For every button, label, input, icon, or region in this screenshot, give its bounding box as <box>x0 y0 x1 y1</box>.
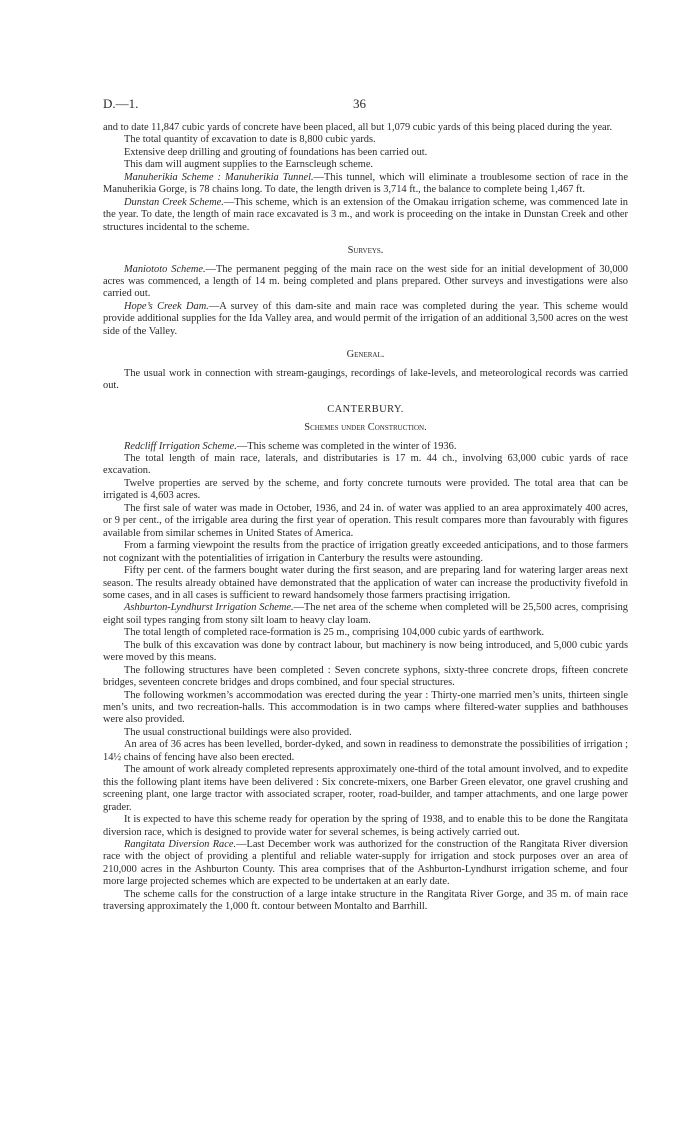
scheme-title: Rangitata Diversion Race. <box>124 839 237 851</box>
paragraph <box>103 264 628 301</box>
paragraph <box>103 172 628 197</box>
section-heading-general: General. <box>346 349 385 361</box>
scheme-title: Redcliff Irrigation Scheme. <box>124 440 237 452</box>
scheme-title: Dunstan Creek Scheme. <box>124 196 224 208</box>
scheme-title: Maniototo Scheme. <box>124 263 206 275</box>
paragraph: It is expected to have this scheme ready for operation by the spring of 1938, and to enable this to be done the Rangitata diversion race, which is designed to provide water for several schemes, is being actively carried out. <box>103 814 628 838</box>
paragraph: The following structures have been completed : Seven concrete syphons, sixty-three concrete drops, fifteen concrete bridges, seventeen concrete bridges and drops combined, and four special structures. <box>103 664 628 689</box>
subsection-heading-schemes: Schemes under Construction. <box>304 422 427 434</box>
report-reference: D.—1. <box>103 96 139 111</box>
paragraph: An area of 36 acres has been levelled, border-dyked, and sown in readiness to demonstrate the possibilities of irrigation ; 14½ chains of fencing have also been erected. <box>103 739 628 763</box>
paragraph-text: —Last December work was authorized for the construction of the Rangitata River diversion race with the object of providing a plentiful and reliable water-supply for irrigation and stock purposes over an area of 210,000 acres in the Ashburton County. This area comprises that of the Ashburton-Lyndhurst irrigation scheme, and four more large projected schemes which are expected to be undertaken at an early date. <box>103 839 628 888</box>
paragraph-text: —The net area of the scheme when completed will be 25,500 acres, comprising eight soil types ranging from stony silt loam to heavy clay loam. <box>103 602 629 626</box>
paragraph: The usual constructional buildings were also provided. <box>124 726 352 738</box>
paragraph <box>103 602 628 627</box>
paragraph: From a farming viewpoint the results from the practice of irrigation greatly exceeded anticipations, and to those farmers not cognizant with the potentialities of irrigation in Canterbury the results were astounding. <box>103 540 628 564</box>
paragraph: The bulk of this excavation was done by contract labour, but machinery is now being introduced, and 5,000 cubic yards were moved by this means. <box>103 639 628 664</box>
paragraph: Twelve properties are served by the scheme, and forty concrete turnouts were provided. The total area that can be irrigated is 4,603 acres. <box>103 477 628 502</box>
paragraph: The total quantity of excavation to date is 8,800 cubic yards. <box>124 134 376 146</box>
paragraph-text: —A survey of this dam-site and main race was completed during the year. This scheme would provide additional supplies for the Ida Valley area, and would permit of the irrigation of an additional 3,500 acres on the west side of the Valley. <box>103 300 629 337</box>
scheme-title: Hope’s Creek Dam. <box>124 300 209 312</box>
paragraph: Fifty per cent. of the farmers bought water during the first season, and are preparing land for watering larger areas next season. The results already obtained have demonstrated that the application of water can increase the productivity fivefold in some cases, and in all cases is sufficient to reward handsomely those farmers practising irrigation. <box>103 565 628 601</box>
running-head <box>103 96 628 114</box>
paragraph: The first sale of water was made in October, 1936, and 24 in. of water was applied to an area approximately 400 acres, or 9 per cent., of the irrigable area during the first year of operation. This result compares more than favourably with figures available from similar schemes in United States of America. <box>103 502 628 539</box>
paragraph-text: —This scheme, which is an extension of the Omakau irrigation scheme, was commenced late in the year. To date, the length of main race excavated is 3 m., and work is proceeding on the intake in Dunstan Creek and other structures incidental to the scheme. <box>103 196 628 233</box>
paragraph: The total length of main race, laterals, and distributaries is 17 m. 44 ch., involving 63,000 cubic yards of race excavation. <box>103 452 628 477</box>
paragraph <box>103 839 628 889</box>
paragraph-text: —This scheme was completed in the winter of 1936. <box>236 440 457 452</box>
section-heading-canterbury: CANTERBURY. <box>327 403 404 415</box>
paragraph <box>103 197 628 234</box>
page-body <box>103 122 628 914</box>
paragraph: The following workmen’s accommodation was erected during the year : Thirty-one married men’s units, thirteen single men’s units, and two recreation-halls. This accommodation is in two camps where filtered-water supplies and bathhouses were also provided. <box>103 689 628 726</box>
paragraph: The scheme calls for the construction of a large intake structure in the Rangitata River Gorge, and 35 m. of main race traversing approximately the 1,000 ft. contour between Montalto and Barrhill. <box>103 888 628 913</box>
paragraph: Extensive deep drilling and grouting of foundations has been carried out. <box>124 146 428 158</box>
paragraph-text: —The permanent pegging of the main race on the west side for an initial development of 30,000 acres was commenced, a length of 14 m. being completed and plans prepared. Other surveys and investigations were also carried out. <box>103 263 628 300</box>
paragraph-text: —This tunnel, which will eliminate a troublesome section of race in the Manuherikia Gorge, is 78 chains long. To date, the length driven is 3,714 ft., the balance to complete being 1,467 ft. <box>103 171 628 196</box>
page-number: 36 <box>353 96 366 111</box>
scheme-title: Manuherikia Scheme : Manuherikia Tunnel. <box>124 171 314 183</box>
paragraph: The total length of completed race-formation is 25 m., comprising 104,000 cubic yards of earthwork. <box>124 627 545 639</box>
paragraph: This dam will augment supplies to the Earnscleugh scheme. <box>124 159 374 171</box>
scheme-title: Ashburton-Lyndhurst Irrigation Scheme. <box>124 602 294 614</box>
paragraph: The usual work in connection with stream-gaugings, recordings of lake-levels, and meteorological records was carried out. <box>103 367 628 392</box>
paragraph <box>103 441 628 453</box>
paragraph <box>103 301 628 338</box>
paragraph: The amount of work already completed represents approximately one-third of the total amount involved, and to expedite this the following plant items have been delivered : Six concrete-mixers, one Barber Green elevator, one gravel crushing and screening plant, one large tractor with associated scraper, rooter, road-builder, and tamper attachments, and one large power grader. <box>103 764 628 813</box>
paragraph: and to date 11,847 cubic yards of concrete have been placed, all but 1,079 cubic yards of this being placed during the year. <box>103 122 613 133</box>
section-heading-surveys: Surveys. <box>347 245 384 257</box>
